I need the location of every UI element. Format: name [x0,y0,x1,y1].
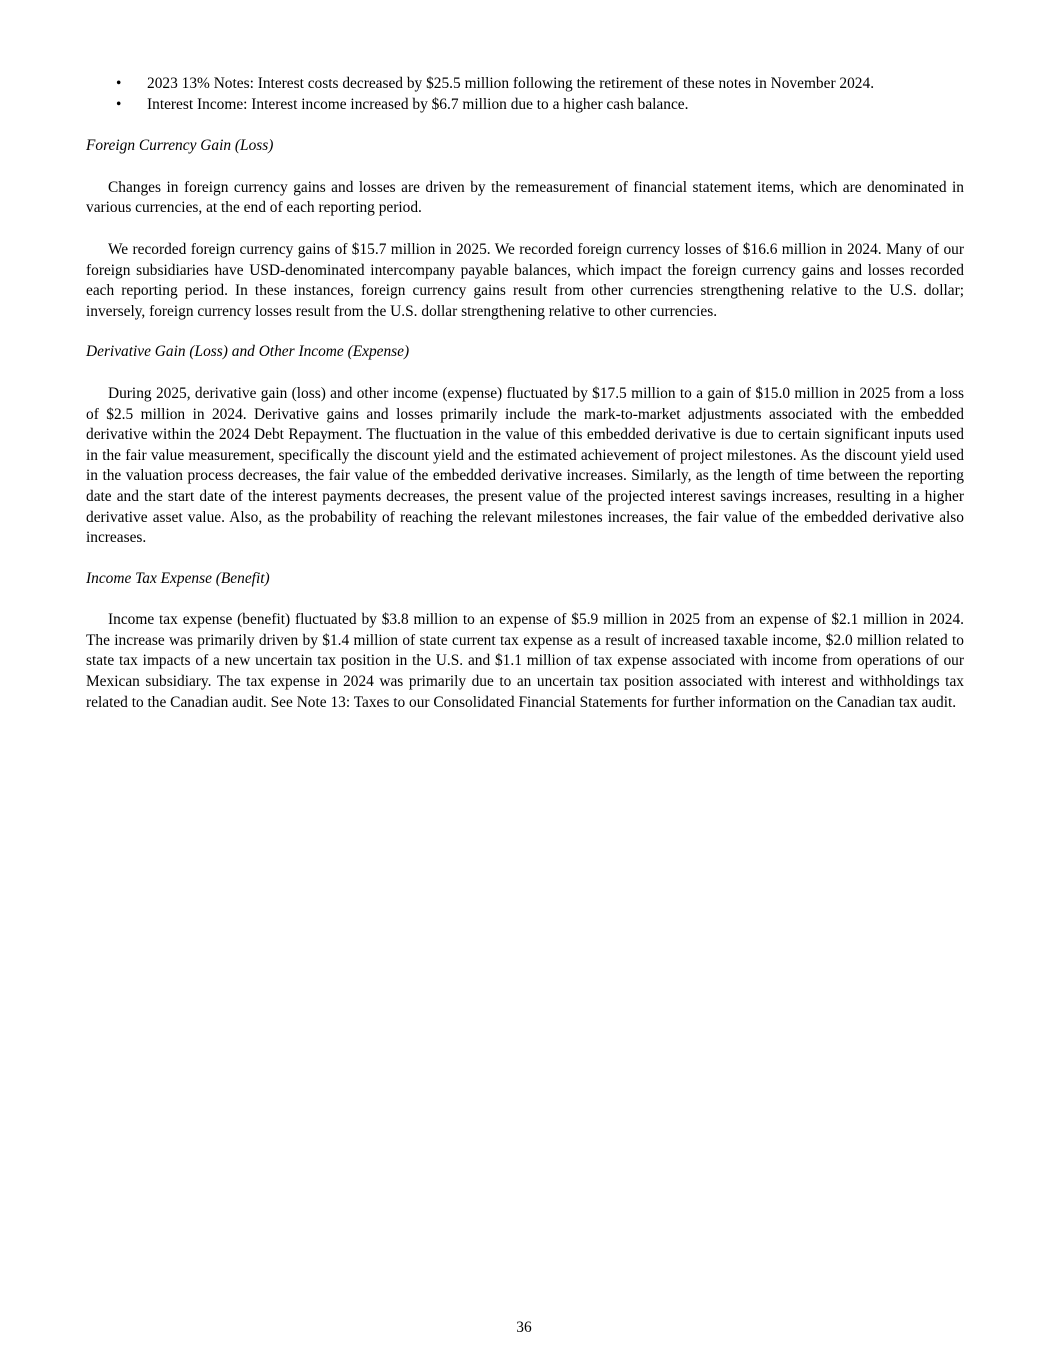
list-item [86,95,964,116]
bullet-text: 2023 13% Notes: Interest costs decreased by $25.5 million following the retirement of these notes in November 2024. [147,75,875,92]
section-foreign-currency [86,136,964,322]
paragraph: During 2025, derivative gain (loss) and other income (expense) fluctuated by $17.5 million to a gain of $15.0 million in 2025 from a loss of $2.5 million in 2024. Derivative gains and losses primarily include the mark-to-market adjustments associated with the embedded derivative within the 2024 Debt Repayment. The fluctuation in the value of this embedded derivative is due to certain significant inputs used in the fair value measurement, specifically the discount yield and the estimated achievement of project milestones. As the discount yield used in the valuation process decreases, the fair value of the embedded derivative increases. Similarly, as the length of time between the reporting date and the start date of the interest payments decreases, the present value of the projected interest savings increases, resulting in a higher derivative asset value. Also, as the probability of reaching the relevant milestones increases, the fair value of the embedded derivative also increases. [86,384,964,547]
document-page [86,74,964,713]
section-income-tax [86,569,964,714]
paragraph: Income tax expense (benefit) fluctuated by $3.8 million to an expense of $5.9 million in 2025 from an expense of $2.1 million in 2024. The increase was primarily driven by $1.4 million of state current tax expense as a result of increased taxable income, $2.0 million related to state tax impacts of a new uncertain tax position in the U.S. and $1.1 million of tax expense associated with income from operations of our Mexican subsidiary. The tax expense in 2024 was primarily due to an uncertain tax position associated with interest and withholdings tax related to the Canadian audit. See Note 13: Taxes to our Consolidated Financial Statements for further information on the Canadian tax audit. [86,611,964,711]
paragraph: Changes in foreign currency gains and losses are driven by the remeasurement of financial statement items, which are denominated in various currencies, at the end of each reporting period. [86,178,964,217]
section-heading: Income Tax Expense (Benefit) [86,569,270,587]
interest-bullet-list [86,74,964,115]
list-item [86,74,964,95]
bullet-text: Interest Income: Interest income increased by $6.7 million due to a higher cash balance. [147,95,689,113]
bullet-marker: • [116,75,122,92]
section-heading: Derivative Gain (Loss) and Other Income (Expense) [86,343,410,361]
page-number: 36 [516,1319,532,1336]
bullet-marker: • [116,95,122,113]
paragraph: We recorded foreign currency gains of $15.7 million in 2025. We recorded foreign currency losses of $16.6 million in 2024. Many of our foreign subsidiaries have USD-denominated intercompany payable balances, which impact the foreign currency gains and losses recorded each reporting period. In these instances, foreign currency gains result from other currencies strengthening relative to the U.S. dollar; inversely, foreign currency losses result from the U.S. dollar strengthening relative to other currencies. [86,240,964,320]
section-derivative-gain [86,342,964,548]
section-heading: Foreign Currency Gain (Loss) [86,137,274,155]
